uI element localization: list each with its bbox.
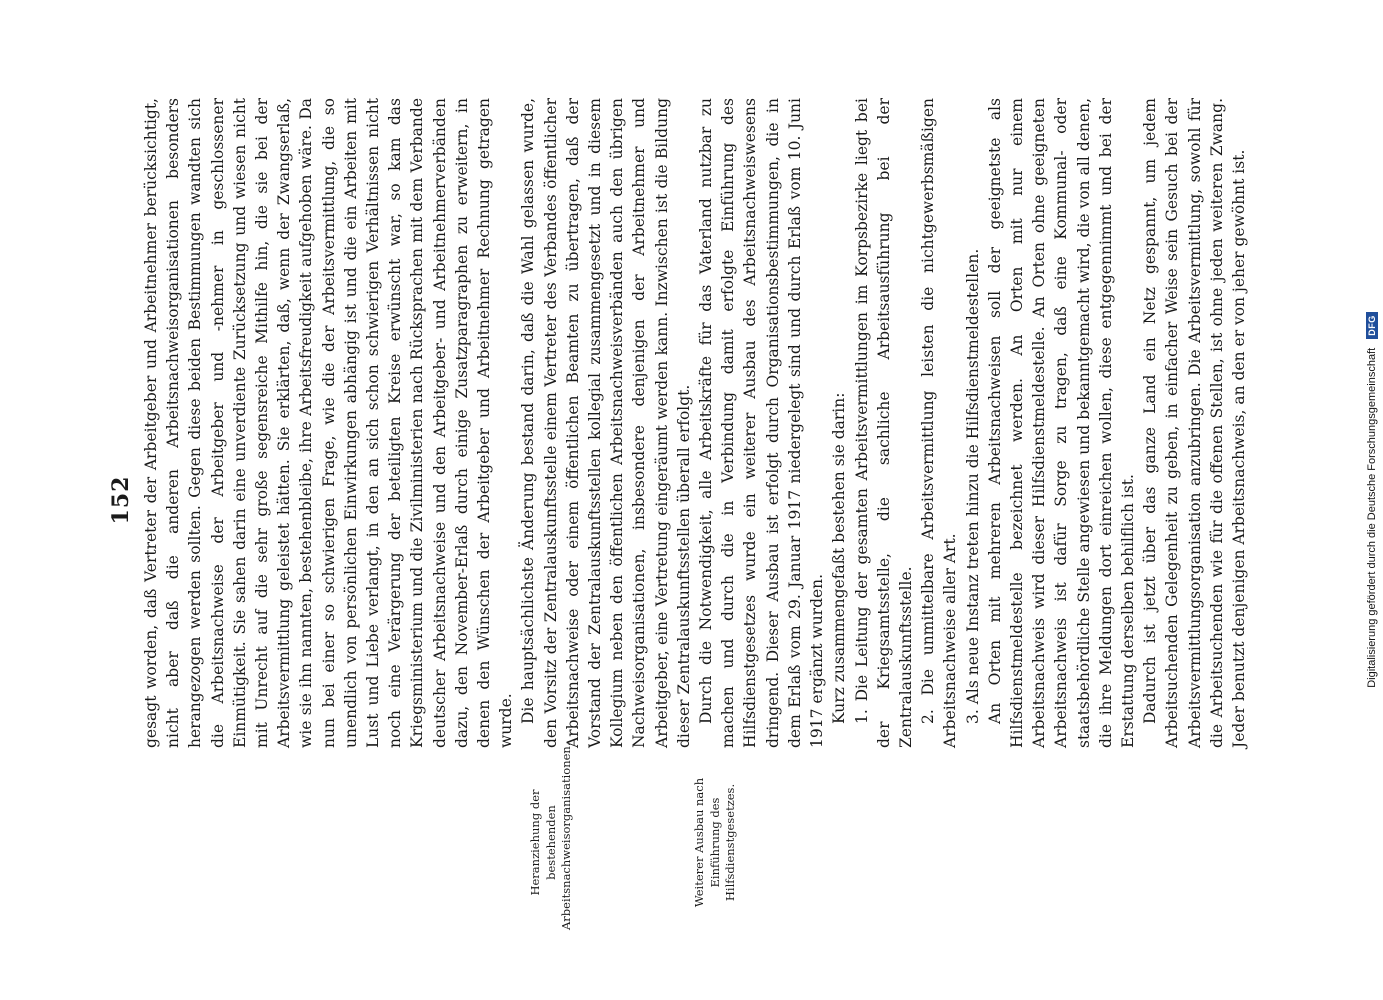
dfg-logo: DFG	[1366, 312, 1378, 339]
paragraph: Die hauptsächlichste Änderung bestand darin, daß die Wahl gelassen wurde, den Vorsitz der Zentralauskunftsstelle einem Vertreter des Verbandes öffentlicher Arbeitsnachweise oder einem öffentlichen Beamten zu übertragen, daß der Vorstand der Zentralauskunftsstellen kollegial zusammengesetzt und in diesem Kollegium neben den öffentlichen Arbeitsnachweisverbänden auch den übrigen Nachweisorganisationen, insbesondere denjenigen der Arbeitnehmer und Arbeitgeber, eine Vertretung eingeräumt werden kann. Inzwischen ist die Bildung dieser Zentralauskunftsstellen überall erfolgt.	[519, 98, 693, 748]
digitization-note	[1366, 0, 1378, 1000]
margin-note-heranziehung: Heranziehung der bestehenden Arbeitsnachweisorganisationen.	[528, 742, 573, 930]
paragraph: 3. Als neue Instanz treten hinzu die Hilfsdienstmeldestellen.	[963, 248, 982, 724]
paragraph: gesagt worden, daß Vertreter der Arbeitgeber und Arbeitnehmer berücksichtigt, nicht aber daß die anderen Arbeitsnachweisorganisationen besonders herangezogen werden sollten. Gegen diese beiden Bestimmungen wandten sich die Arbeitsnachweise der Arbeitgeber und -nehmer in geschlossener Einmütigkeit. Sie sahen darin eine unverdiente Zurücksetzung und wiesen nicht mit Unrecht auf die sehr große segensreiche Mithilfe hin, die sie bei der Arbeitsvermittlung geleistet hätten. Sie erklärten, daß, wenn der Zwangserlaß, wie sie ihn nannten, bestehenbleibe, ihre Arbeitsfreudigkeit aufgehoben wäre. Da nun bei einer so schwierigen Frage, wie die der Arbeitsvermittlung, die so unendlich von persönlichen Einwirkungen abhängig ist und die ein Arbeiten mit Lust und Liebe verlangt, in den an sich schon schwierigen Verhältnissen nicht noch eine Verärgerung der beteiligten Kreise erwünscht war, so kam das Kriegsministerium und die Zivilministerien nach Rücksprachen mit dem Verbande deutscher Arbeitsnachweise und den Arbeitgeber- und Arbeitnehmerverbänden dazu, den November-Erlaß durch einige Zusatzparagraphen zu erweitern, in denen den Wünschen der Arbeitgeber und Arbeitnehmer Rechnung getragen wurde.	[142, 98, 516, 748]
paragraph: Kurz zusammengefaßt bestehen sie darin:	[830, 392, 849, 724]
margin-note-weiterer-ausbau: Weiterer Ausbau nach Einführung des Hilfsdienstgesetzes.	[692, 777, 737, 908]
paragraph: 1. Die Leitung der gesamten Arbeitsvermittlungen im Korpsbezirke liegt bei der Kriegsamtsstelle, die sachliche Arbeitsausführung bei der Zentralauskunftsstelle.	[852, 98, 915, 748]
paragraph: Dadurch ist jetzt über das ganze Land ein Netz gespannt, um jedem Arbeitsuchenden Gelegenheit zu geben, in einfacher Weise sein Gesuch bei der Arbeitsvermittlungsorganisation anzubringen. Die Arbeitsvermittlung, sowohl für die Arbeitsuchenden wie für die offenen Stellen, ist ohne jeden weiteren Zwang. Jeder benutzt denjenigen Arbeitsnachweis, an den er von jeher gewöhnt ist.	[1141, 98, 1248, 748]
page-number: 152	[108, 475, 134, 525]
paragraph: An Orten mit mehreren Arbeitsnachweisen soll der geeignetste als Hilfsdienstmeldestelle bezeichnet werden. An Orten mit nur einem Arbeitsnachweis wird dieser Hilfsdienstmeldestelle. An Orten ohne geeigneten Arbeitsnachweis ist dafür Sorge zu tragen, daß eine Kommunal- oder staatsbehördliche Stelle angewiesen und bekanntgemacht wird, die von all denen, die ihre Meldungen dort einreichen wollen, diese entgegennimmt und bei der Erstattung derselben behilflich ist.	[985, 98, 1137, 748]
paragraph: 2. Die unmittelbare Arbeitsvermittlung leisten die nichtgewerbsmäßigen Arbeitsnachweise aller Art.	[919, 98, 960, 748]
paragraph: Durch die Notwendigkeit, alle Arbeitskräfte für das Vaterland nutzbar zu machen und durch die in Verbindung damit erfolgte Einführung des Hilfsdienstgesetzes wurde ein weiterer Ausbau des Arbeitsnachweiswesens dringend. Dieser Ausbau ist erfolgt durch Organisationsbestimmungen, die in dem Erlaß vom 29. Januar 1917 niedergelegt sind und durch Erlaß vom 10. Juni 1917 ergänzt wurden.	[697, 98, 827, 748]
page-body-text	[140, 98, 1250, 748]
digitization-note-text: Digitalisierung gefördert durch die Deutsche Forschungsgemeinschaft	[1366, 347, 1378, 688]
